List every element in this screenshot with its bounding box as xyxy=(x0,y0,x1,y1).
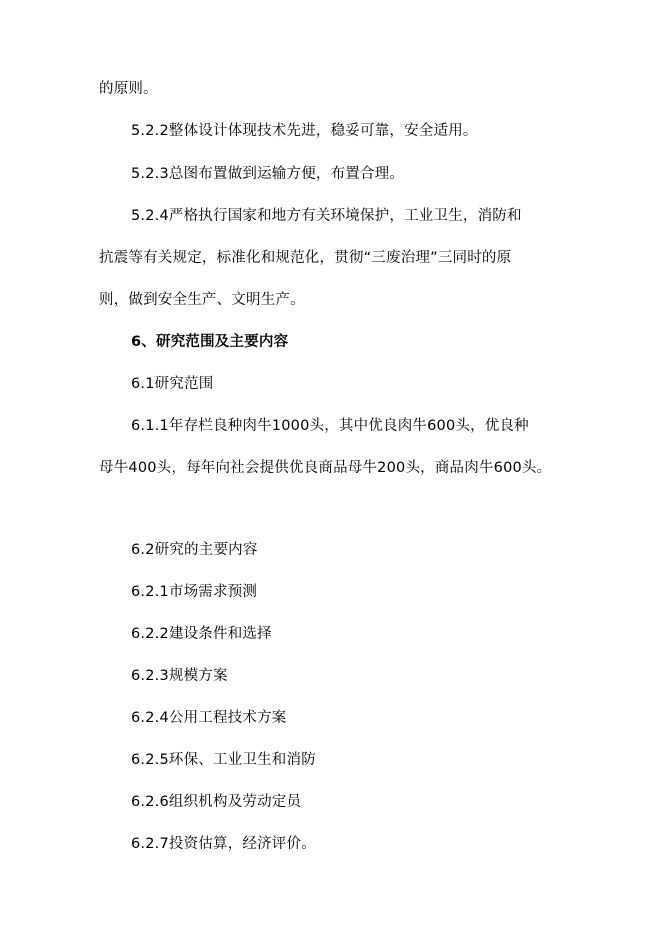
paragraph-line: 5.2.4严格执行国家和地方有关环境保护，工业卫生，消防和 xyxy=(131,208,522,224)
subsection-heading: 6.2研究的主要内容 xyxy=(131,542,258,558)
paragraph-line: 的原则。 xyxy=(99,81,158,97)
section-heading: 6、研究范围及主要内容 xyxy=(131,334,289,350)
list-item: 6.2.2建设条件和选择 xyxy=(131,626,272,642)
paragraph-line: 抗震等有关规定，标准化和规范化，贯彻“三废治理”三同时的原 xyxy=(99,250,512,266)
list-item: 6.2.5环保、工业卫生和消防 xyxy=(131,752,316,768)
list-item: 6.2.1市场需求预测 xyxy=(131,584,258,600)
paragraph-line: 母牛400头，每年向社会提供优良商品母牛200头，商品肉牛600头。 xyxy=(99,460,552,476)
list-item: 6.2.3规模方案 xyxy=(131,668,228,684)
list-item: 6.2.6组织机构及劳动定员 xyxy=(131,794,302,810)
paragraph-line: 则，做到安全生产、文明生产。 xyxy=(99,292,305,308)
list-item: 6.2.4公用工程技术方案 xyxy=(131,710,287,726)
subsection-heading: 6.1研究范围 xyxy=(131,376,214,392)
paragraph-line: 5.2.3总图布置做到运输方便，布置合理。 xyxy=(131,166,405,182)
paragraph-line: 6.1.1年存栏良种肉牛1000头，其中优良肉牛600头，优良种 xyxy=(131,418,529,434)
list-item: 6.2.7投资估算，经济评价。 xyxy=(131,836,316,852)
paragraph-line: 5.2.2整体设计体现技术先进，稳妥可靠，安全适用。 xyxy=(131,123,478,139)
